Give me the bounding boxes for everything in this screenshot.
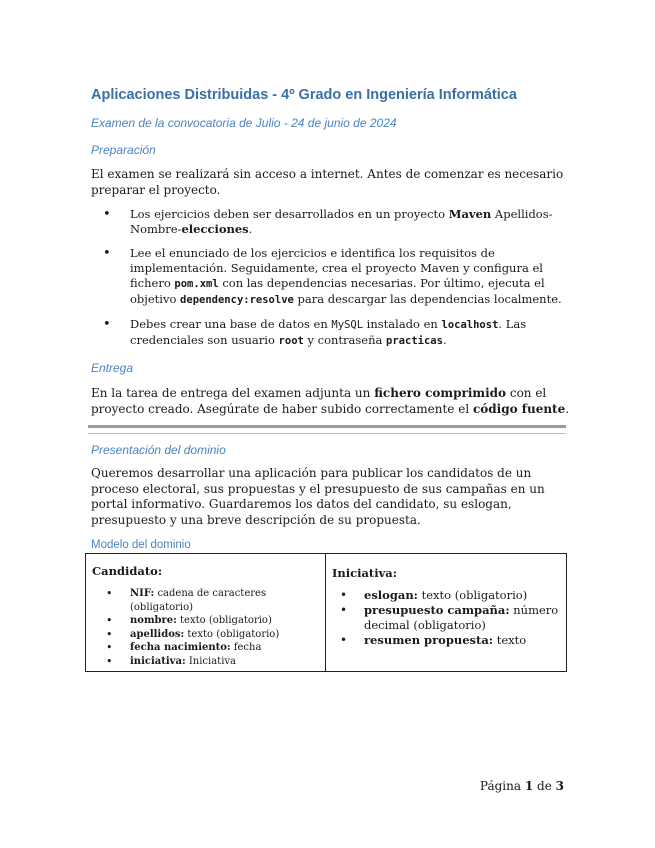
list-item: • Debes crear una base de datos en MySQL instalado en localhost. Las credenciales son usuario root y contraseña practicas. — [103, 317, 527, 347]
list-item: • presupuesto campaña: número decimal (obligatorio) — [340, 603, 559, 632]
iniciativa-cell — [326, 554, 567, 672]
bullet-icon: • — [340, 603, 348, 617]
document-title: Aplicaciones Distribuidas - 4º Grado en Ingeniería Informática — [91, 87, 517, 103]
iniciativa-title: Iniciativa: — [332, 566, 397, 580]
entrega-text: En la tarea de entrega del examen adjunta un fichero comprimido con el proyecto creado. Asegúrate de haber subido correctamente el código fuente. — [91, 386, 570, 416]
bullet-icon: • — [106, 614, 113, 627]
section-heading-dominio: Presentación del dominio — [91, 443, 226, 457]
document-subtitle: Examen de la convocatoria de Julio - 24 de junio de 2024 — [91, 116, 397, 130]
candidato-attributes — [86, 587, 325, 668]
preparacion-list — [91, 207, 566, 358]
list-item: • Los ejercicios deben ser desarrollados en un proyecto Maven Apellidos-Nombre-elecciones. — [103, 207, 553, 236]
list-item: • eslogan: texto (obligatorio) — [340, 588, 528, 602]
iniciativa-attributes — [326, 588, 566, 648]
dominio-text: Queremos desarrollar una aplicación para publicar los candidatos de un proceso electoral, sus propuestas y el presupuesto de sus campañas en un portal informativo. Guardaremos los datos del candidato, su eslogan, presupuesto y una breve descripción de su propuesta. — [91, 466, 545, 527]
domain-model-table — [85, 553, 567, 672]
section-heading-entrega: Entrega — [91, 361, 134, 375]
candidato-cell — [86, 554, 326, 672]
bullet-icon: • — [340, 588, 348, 602]
preparacion-intro: El examen se realizará sin acceso a internet. Antes de comenzar es necesario preparar el proyecto. — [91, 167, 564, 197]
bullet-icon: • — [106, 587, 113, 600]
bullet-icon: • — [103, 246, 111, 261]
list-item: • NIF: cadena de caracteres (obligatorio) — [106, 587, 267, 613]
section-heading-modelo: Modelo del dominio — [91, 539, 191, 551]
bullet-icon: • — [106, 627, 113, 641]
list-item: • resumen propuesta: texto — [340, 633, 527, 647]
bullet-icon: • — [103, 207, 111, 222]
list-item: • fecha nacimiento: fecha — [106, 641, 262, 654]
list-item: • Lee el enunciado de los ejercicios e identifica los requisitos de implementación. Seguidamente, crea el proyecto Maven y configura el fichero pom.xml con las dependencias necesarias. Por último, ejecuta el objetivo dependency:resolve para descargar las dependencias localmente. — [103, 246, 562, 306]
section-divider — [88, 425, 566, 428]
list-item: • iniciativa: Iniciativa — [106, 654, 236, 668]
section-divider-thin — [88, 433, 566, 434]
page-number: Página 1 de 3 — [479, 779, 564, 793]
bullet-icon: • — [340, 633, 348, 647]
bullet-icon: • — [106, 641, 113, 654]
bullet-icon: • — [103, 317, 111, 332]
bullet-icon: • — [106, 654, 113, 668]
section-heading-preparacion: Preparación — [91, 143, 156, 157]
candidato-title: Candidato: — [92, 564, 163, 578]
list-item: • nombre: texto (obligatorio) — [106, 614, 272, 627]
list-item: • apellidos: texto (obligatorio) — [106, 627, 280, 641]
